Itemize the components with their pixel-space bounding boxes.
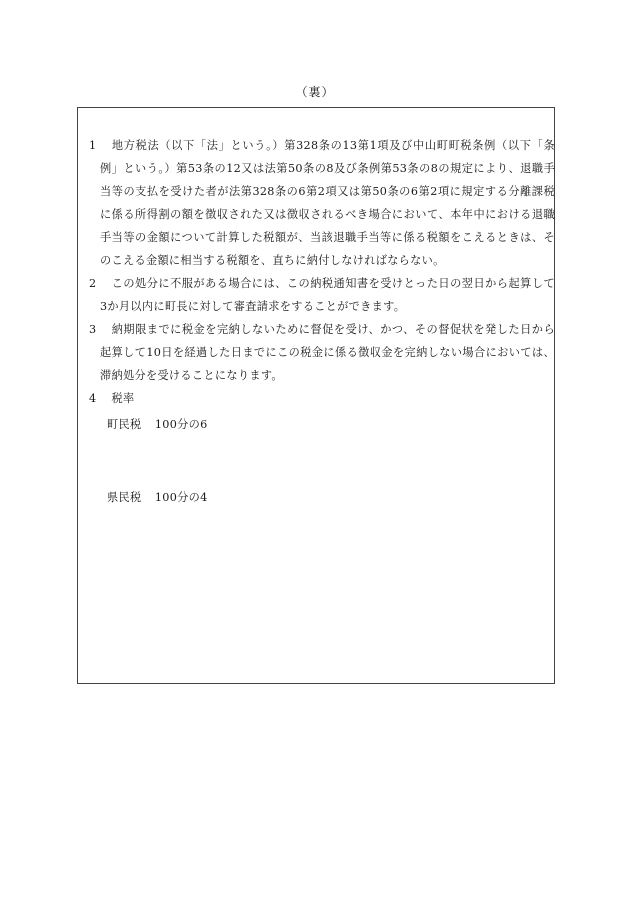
item-number: 1 xyxy=(89,139,97,152)
notice-item-4 xyxy=(89,387,555,410)
tax-rate-prefecture xyxy=(107,489,208,505)
notice-item-3 xyxy=(89,318,555,387)
tax-rate-value: 100分の6 xyxy=(154,418,208,431)
item-text: 地方税法（以下「法」という。）第328条の13第1項及び中山町町税条例（以下「条例」という。）第53条の12又は法第50条の8及び条例第53条の8の規定により、退職手当等の支払を受けた者が法第328条の6第2項又は第50条の6第2項に規定する分離課税に係る所得割の額を徴収された又は徴収されるべき場合において、本年中における退職手当等の金額について計算した税額が、当該退職手当等に係る税額をこえるときは、そのこえる金額に相当する税額を、直ちに納付しなければならない。 xyxy=(100,139,555,267)
tax-rate-value: 100分の4 xyxy=(154,491,208,504)
item-number: 4 xyxy=(89,392,97,405)
notice-item-1 xyxy=(89,134,555,272)
item-number: 3 xyxy=(89,323,97,336)
page-header: （裏） xyxy=(295,85,335,99)
item-number: 2 xyxy=(89,277,97,290)
item-text: 税率 xyxy=(100,392,135,405)
tax-rate-name: 県民税 xyxy=(107,491,142,504)
tax-rate-name: 町民税 xyxy=(107,418,142,431)
item-text: 納期限までに税金を完納しないために督促を受け、かつ、その督促状を発した日から起算して10日を経過した日までにこの税金に係る徴収金を完納しない場合においては、滞納処分を受けることになります。 xyxy=(100,323,555,382)
notice-item-2 xyxy=(89,272,555,318)
item-text: この処分に不服がある場合には、この納税通知書を受けとった日の翌日から起算して3か月以内に町長に対して審査請求をすることができます。 xyxy=(100,277,555,313)
notice-items xyxy=(89,134,555,410)
tax-rate-town xyxy=(107,416,208,432)
